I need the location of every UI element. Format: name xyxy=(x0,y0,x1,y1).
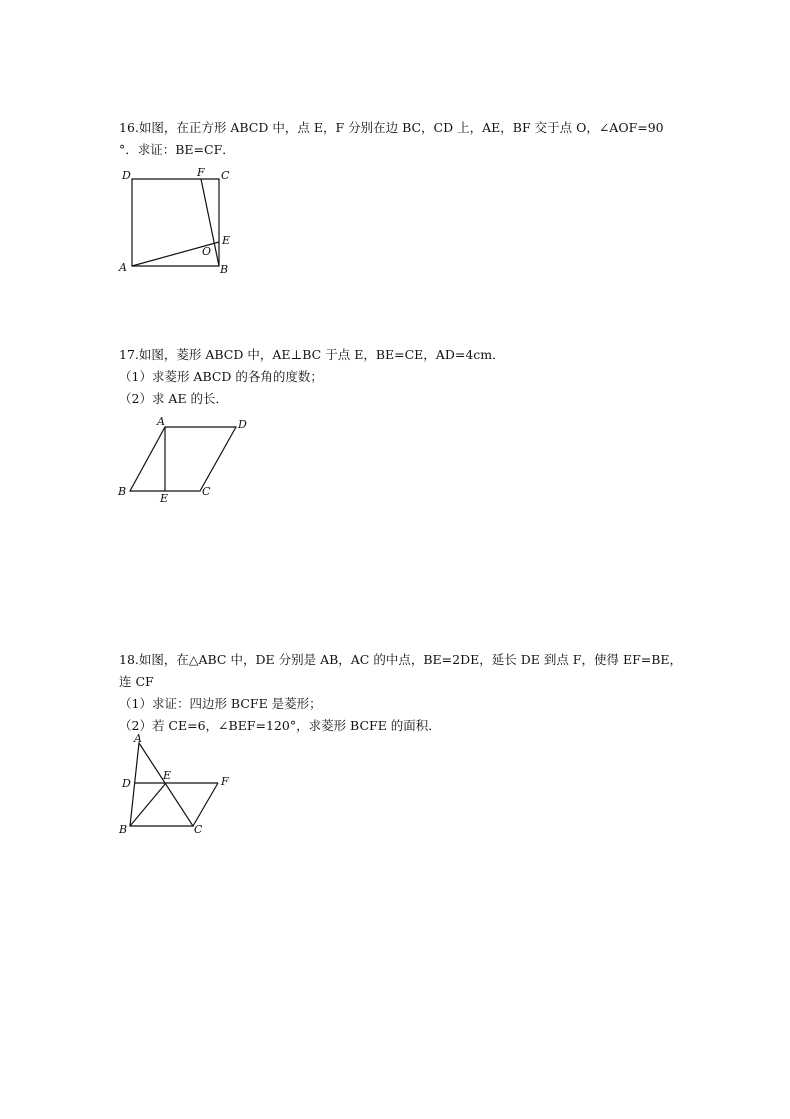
label-f: F xyxy=(221,775,229,788)
rhombus-abcd xyxy=(130,427,236,491)
figure-square-abcd xyxy=(110,163,250,278)
problem-18-part-1: （1）求证：四边形 BCFE 是菱形； xyxy=(119,696,322,711)
problem-18-statement: 18.如图，在△ABC 中，DE 分别是 AB，AC 的中点，BE=2DE，延长 DE 到点 F，使得 EF=BE， xyxy=(119,652,683,667)
label-d: D xyxy=(122,169,131,182)
problem-17-part-2: （2）求 AE 的长． xyxy=(119,391,229,406)
label-a: A xyxy=(157,415,165,428)
figure-rhombus-abcd xyxy=(110,410,260,510)
problem-16-statement: 16.如图，在正方形 ABCD 中，点 E，F 分别在边 BC，CD 上，AE，BF 交于点 O，∠AOF=90 xyxy=(119,120,664,135)
problem-18-statement-cont: 连 CF xyxy=(119,674,154,689)
label-e: E xyxy=(160,492,169,505)
label-d: D xyxy=(122,777,131,790)
segment-cf xyxy=(193,783,218,826)
label-c: C xyxy=(194,823,203,836)
label-o: O xyxy=(202,245,212,258)
label-b: B xyxy=(119,823,128,836)
label-a: A xyxy=(134,732,142,745)
problem-18-part-2: （2）若 CE=6，∠BEF=120°，求菱形 BCFE 的面积． xyxy=(119,718,441,733)
label-d: D xyxy=(238,418,247,431)
label-c: C xyxy=(221,169,230,182)
label-c: C xyxy=(202,485,211,498)
label-e: E xyxy=(222,234,231,247)
label-b: B xyxy=(220,263,229,276)
problem-17-statement: 17.如图，菱形 ABCD 中，AE⊥BC 于点 E，BE=CE，AD=4cm． xyxy=(119,347,505,362)
problem-16-statement-cont: °．求证：BE=CF． xyxy=(119,142,235,157)
figure-triangle-abc xyxy=(110,730,250,840)
label-f: F xyxy=(197,166,205,179)
segment-be xyxy=(130,783,166,826)
label-b: B xyxy=(118,485,127,498)
triangle-abc xyxy=(130,743,193,826)
problem-17-part-1: （1）求菱形 ABCD 的各角的度数； xyxy=(119,369,323,384)
label-a: A xyxy=(119,261,127,274)
label-e: E xyxy=(163,769,172,782)
